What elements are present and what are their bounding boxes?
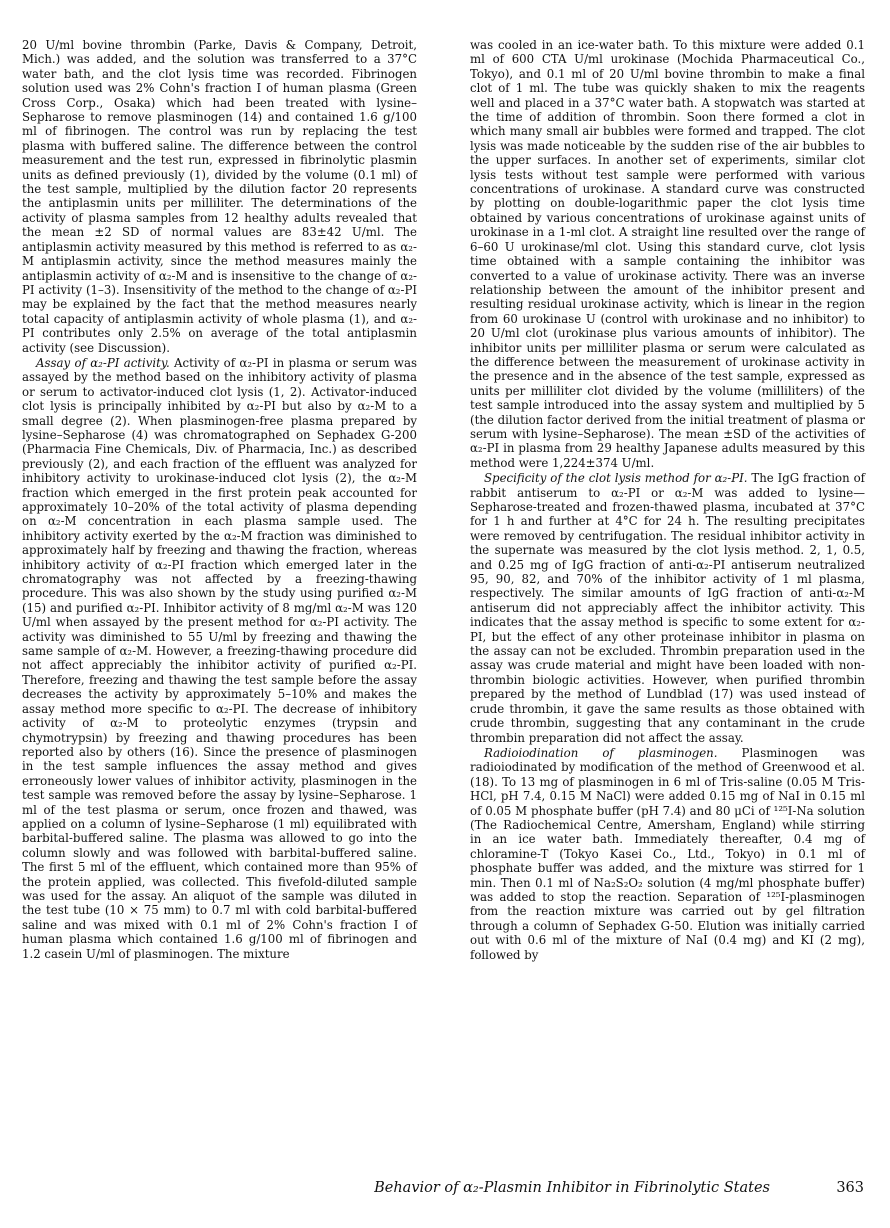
body-paragraph: was cooled in an ice-water bath. To this mixture were added 0.1 ml of 600 CTA U/ml urokinase (Mochida Pharmaceutical Co., Tokyo), and 0.1 ml of 20 U/ml bovine thrombin to make a final clot of 1 ml. The tube was quickly shaken to mix the reagents well and placed in a 37°C water bath. A stopwatch was started at the time of addition of thrombin. Soon there formed a clot in which many small air bubbles were formed and trapped. The clot lysis was made noticeable by the sudden rise of the air bubbles to the upper surfaces. In another set of experiments, similar clot lysis tests without test sample were performed with various concentrations of urokinase. A standard curve was constructed by plotting on double-logarithmic paper the clot lysis time obtained by various concentrations of urokinase against units of urokinase in a 1-ml clot. A straight line resulted over the range of 6–60 U urokinase/ml clot. Using this standard curve, clot lysis time obtained with a sample containing the inhibitor was converted to a value of urokinase activity. There was an inverse relationship between the amount of the inhibitor present and resulting residual urokinase activity, which is linear in the region from 60 urokinase U (control with urokinase and no inhibitor) to 20 U/ml clot (urokinase plus various amounts of inhibitor). The inhibitor units per milliliter plasma or serum were calculated as the difference between the measurement of urokinase activity in the presence and in the absence of the test sample, expressed as units per milliliter clot divided by the volume (milliliters) of the test sample introduced into the assay system and multiplied by 5 (the dilution factor derived from the initial treatment of plasma or serum with lysine–Sepharose). The mean ±SD of the activities of α₂-PI in plasma from 29 healthy Japanese adults measured by this method were 1,224±374 U/ml.: [470, 38, 865, 470]
body-paragraph: [470, 471, 865, 745]
paragraph-text: The IgG fraction of rabbit antiserum to α₂-PI or α₂-M was added to lysine—Sepharose-treated and frozen-thawed plasma, incubated at 37°C for 1 h and further at 4°C for 24 h. The resulting precipitates were removed by centrifugation. The residual inhibitor activity in the supernate was measured by the clot lysis method. 2, 1, 0.5, and 0.25 mg of IgG fraction of anti-α₂-PI antiserum neutralized 95, 90, 82, and 70% of the inhibitor activity of 1 ml plasma, respectively. The similar amounts of IgG fraction of anti-α₂-M antiserum did not appreciably affect the inhibitor activity. This indicates that the assay method is specific to some extent for α₂-PI, but the effect of any other proteinase inhibitor in plasma on the assay can not be excluded. Thrombin preparation used in the assay was crude material and might have been loaded with non-thrombin biologic activities. However, when purified thrombin prepared by the method of Lundblad (17) was used instead of crude thrombin, it gave the same results as those obtained with crude thrombin, suggesting that any contaminant in the crude thrombin preparation did not affect the assay.: [470, 471, 865, 745]
page-footer: [0, 1180, 890, 1200]
section-heading: Radioiodination of plasminogen.: [484, 745, 718, 760]
section-heading: Assay of α₂-PI activity.: [36, 355, 170, 370]
right-column: [470, 38, 865, 962]
body-paragraph: [470, 746, 865, 962]
page-number: 363: [836, 1180, 864, 1196]
left-column: [22, 38, 417, 961]
paragraph-text: Activity of α₂-PI in plasma or serum was assayed by the method based on the inhibitory activity of plasma or serum to activator-induced clot lysis (1, 2). Activator-induced clot lysis is principally inhibited by α₂-PI but also by α₂-M to a small degree (2). When plasminogen-free plasma prepared by lysine–Sepharose (4) was chromatographed on Sephadex G-200 (Pharmacia Fine Chemicals, Div. of Pharmacia, Inc.) as described previously (2), and each fraction of the effluent was analyzed for inhibitory activity to urokinase-induced clot lysis (2), the α₂-M fraction which emerged in the first protein peak accounted for approximately 10–20% of the total activity of plasma depending on α₂-M concentration in each plasma sample used. The inhibitory activity exerted by the α₂-M fraction was diminished to approximately half by freezing and thawing the fraction, whereas inhibitory activity of α₂-PI fraction which emerged later in the chromatography was not affected by a freezing-thawing procedure. This was also shown by the study using purified α₂-M (15) and purified α₂-PI. Inhibitor activity of 8 mg/ml α₂-M was 120 U/ml when assayed by the present method for α₂-PI activity. The activity was diminished to 55 U/ml by freezing and thawing the same sample of α₂-M. However, a freezing-thawing procedure did not affect appreciably the inhibitor activity of purified α₂-PI. Therefore, freezing and thawing the test sample before the assay decreases the activity by approximately 5–10% and makes the assay method more specific to α₂-PI. The decrease of inhibitory activity of α₂-M to proteolytic enzymes (trypsin and chymotrypsin) by freezing and thawing procedures has been reported also by others (16). Since the presence of plasminogen in the test sample influences the assay method and gives erroneously lower values of inhibitor activity, plasminogen in the test sample was removed before the assay by lysine–Sepharose. 1 ml of the test plasma or serum, once frozen and thawed, was applied on a column of lysine–Sepharose (1 ml) equilibrated with barbital-buffered saline. The plasma was allowed to go into the column slowly and was followed with barbital-buffered saline. The first 5 ml of the effluent, which contained more than 95% of the protein applied, was collected. This fivefold-diluted sample was used for the assay. An aliquot of the sample was diluted in the test tube (10 × 75 mm) to 0.7 ml with cold barbital-buffered saline and was mixed with 0.1 ml of 2% Cohn's fraction I of human plasma which contained 1.6 g/100 ml of fibrinogen and 1.2 casein U/ml of plasminogen. The mixture: [22, 355, 417, 961]
running-title: Behavior of α₂-Plasmin Inhibitor in Fibrinolytic States: [374, 1180, 770, 1196]
paragraph-text: Plasminogen was radioiodinated by modification of the method of Greenwood et al. (18). To 13 mg of plasminogen in 6 ml of Tris-saline (0.05 M Tris-HCl, pH 7.4, 0.15 M NaCl) were added 0.15 mg of NaI in 0.15 ml of 0.05 M phosphate buffer (pH 7.4) and 80 μCi of ¹²⁵I-Na solution (The Radiochemical Centre, Amersham, England) while stirring in an ice water bath. Immediately thereafter, 0.4 mg of chloramine-T (Tokyo Kasei Co., Ltd., Tokyo) in 0.1 ml of phosphate buffer was added, and the mixture was stirred for 1 min. Then 0.1 ml of Na₂S₂O₂ solution (4 mg/ml phosphate buffer) was added to stop the reaction. Separation of ¹²⁵I-plasminogen from the reaction mixture was carried out by gel filtration through a column of Sephadex G-50. Elution was initially carried out with 0.6 ml of the mixture of NaI (0.4 mg) and KI (2 mg), followed by: [470, 745, 865, 962]
body-paragraph: [22, 356, 417, 961]
body-paragraph: 20 U/ml bovine thrombin (Parke, Davis & Company, Detroit, Mich.) was added, and the solution was transferred to a 37°C water bath, and the clot lysis time was recorded. Fibrinogen solution used was 2% Cohn's fraction I of human plasma (Green Cross Corp., Osaka) which had been treated with lysine–Sepharose to remove plasminogen (14) and contained 1.6 g/100 ml of fibrinogen. The control was run by replacing the test plasma with buffered saline. The difference between the control measurement and the test run, expressed in fibrinolytic plasmin units as defined previously (1), divided by the volume (0.1 ml) of the test sample, multiplied by the dilution factor 20 represents the antiplasmin units per milliliter. The determinations of the activity of plasma samples from 12 healthy adults revealed that the mean ±2 SD of normal values are 83±42 U/ml. The antiplasmin activity measured by this method is referred to as α₂-M antiplasmin activity, since the method measures mainly the antiplasmin activity of α₂-M and is insensitive to the change of α₂-PI activity (1–3). Insensitivity of the method to the change of α₂-PI may be explained by the fact that the method measures nearly total capacity of antiplasmin activity of whole plasma (1), and α₂-PI contributes only 2.5% on average of the total antiplasmin activity (see Discussion).: [22, 38, 417, 355]
section-heading: Specificity of the clot lysis method for α₂-PI.: [484, 471, 748, 486]
